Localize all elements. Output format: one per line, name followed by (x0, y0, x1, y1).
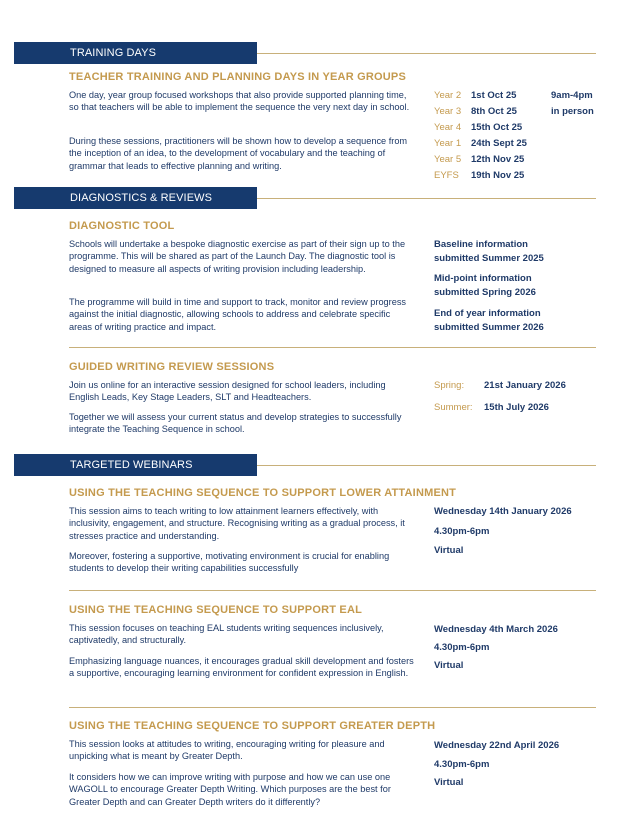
divider (257, 198, 596, 199)
webinar-description-2: Moreover, fostering a supportive, motivating environment is crucial for enabling students to develop their writing capabilities successfully (69, 551, 390, 574)
webinar-date: Wednesday 14th January 2026 (434, 506, 572, 517)
divider (257, 465, 596, 466)
milestone-line: submitted Spring 2026 (434, 287, 536, 298)
year-label: EYFS (434, 170, 459, 181)
divider (69, 347, 596, 348)
divider (257, 53, 596, 54)
milestone-baseline (434, 239, 544, 265)
session-date: 15th July 2026 (484, 402, 549, 413)
date-value: 19th Nov 25 (471, 170, 525, 181)
session-date: 21st January 2026 (484, 380, 566, 391)
milestone-mid-point (434, 273, 536, 299)
schedule-row (434, 90, 516, 102)
training-description-2: During these sessions, practitioners will be shown how to develop a sequence from the inception of an idea, to the development of vocabulary and the teaching of grammar that leads to effective planning and writing. (69, 136, 408, 171)
milestone-line: submitted Summer 2026 (434, 322, 544, 333)
session-summer (434, 402, 549, 414)
date-value: 15th Oct 25 (471, 122, 523, 133)
date-value: 12th Nov 25 (471, 154, 525, 165)
webinar-heading: USING THE TEACHING SEQUENCE TO SUPPORT LOWER ATTAINMENT (69, 487, 457, 499)
webinar-date: Wednesday 22nd April 2026 (434, 740, 560, 751)
schedule-row (434, 122, 522, 134)
year-label: Year 3 (434, 106, 462, 117)
diagnostic-description-2: The programme will build in time and support to track, monitor and review progress against the initial diagnostic, allowing schools to address and celebrate specific areas of writing practice and impact. (69, 297, 407, 332)
section-heading-diagnostic-tool: DIAGNOSTIC TOOL (69, 220, 175, 232)
webinar-description-2: It considers how we can improve writing with purpose and how we can use one WAGOLL to encourage Greater Depth Writing. Which purposes are the best for Greater Depth and can Greater Depth writers do it differently? (69, 772, 391, 807)
webinar-description: This session focuses on teaching EAL students writing sequences inclusively, captivatedly, and structurally. (69, 623, 384, 646)
webinar-date: Wednesday 4th March 2026 (434, 624, 558, 635)
milestone-line: Baseline information (434, 239, 528, 250)
year-label: Year 1 (434, 138, 462, 149)
milestone-line: submitted Summer 2025 (434, 253, 544, 264)
schedule-row (434, 170, 524, 182)
section-bar-webinars: TARGETED WEBINARS (14, 454, 257, 476)
training-mode: in person (551, 106, 594, 117)
webinar-time: 4.30pm-6pm (434, 526, 490, 537)
session-spring (434, 380, 566, 392)
date-value: 24th Sept 25 (471, 138, 527, 149)
webinar-description: This session looks at attitudes to writing, encouraging writing for pleasure and unpicking what is meant by Greater Depth. (69, 739, 385, 762)
date-value: 1st Oct 25 (471, 90, 517, 101)
divider (69, 590, 596, 591)
webinar-mode: Virtual (434, 545, 464, 556)
webinar-time: 4.30pm-6pm (434, 642, 490, 653)
milestone-line: Mid-point information (434, 273, 532, 284)
year-label: Year 2 (434, 90, 462, 101)
webinar-heading: USING THE TEACHING SEQUENCE TO SUPPORT EAL (69, 604, 363, 616)
schedule-row (434, 138, 527, 150)
webinar-mode: Virtual (434, 777, 464, 788)
section-heading-guided-writing: GUIDED WRITING REVIEW SESSIONS (69, 361, 275, 373)
schedule-row (434, 106, 517, 118)
year-label: Year 5 (434, 154, 462, 165)
milestone-line: End of year information (434, 308, 541, 319)
schedule-row (434, 154, 524, 166)
section-bar-diagnostics: DIAGNOSTICS & REVIEWS (14, 187, 257, 209)
divider (69, 707, 596, 708)
session-label: Summer: (434, 402, 473, 413)
year-label: Year 4 (434, 122, 462, 133)
webinar-mode: Virtual (434, 660, 464, 671)
milestone-end-of-year (434, 308, 544, 334)
date-value: 8th Oct 25 (471, 106, 517, 117)
training-time: 9am-4pm (551, 90, 593, 101)
training-description: One day, year group focused workshops that also provide supported planning time, so that teachers will be able to implement the sequence the very next day in school. (69, 90, 410, 113)
webinar-description: This session aims to teach writing to low attainment learners effectively, with inclusivity, engagement, and structure. Recognising writing as a gradual process, it stresses practice and understanding. (69, 506, 405, 541)
session-label: Spring: (434, 380, 465, 391)
section-bar-training-days: TRAINING DAYS (14, 42, 257, 64)
webinar-heading: USING THE TEACHING SEQUENCE TO SUPPORT GREATER DEPTH (69, 720, 436, 732)
diagnostic-description: Schools will undertake a bespoke diagnostic exercise as part of their sign up to the programme. This will be shared as part of the Launch Day. The diagnostic tool is designed to measure all aspects of writing provision including leadership. (69, 239, 406, 274)
webinar-description-2: Emphasizing language nuances, it encourages gradual skill development and fosters a supportive, encouraging learning environment for confident expression in English. (69, 656, 414, 679)
review-description: Join us online for an interactive session designed for school leaders, including English Leads, Key Stage Leaders, SLT and Headteachers. (69, 380, 386, 403)
review-description-2: Together we will assess your current status and develop strategies to successfully integrate the Teaching Sequence in school. (69, 412, 402, 435)
webinar-time: 4.30pm-6pm (434, 759, 490, 770)
section-heading-teacher-training: TEACHER TRAINING AND PLANNING DAYS IN YEAR GROUPS (69, 71, 406, 83)
